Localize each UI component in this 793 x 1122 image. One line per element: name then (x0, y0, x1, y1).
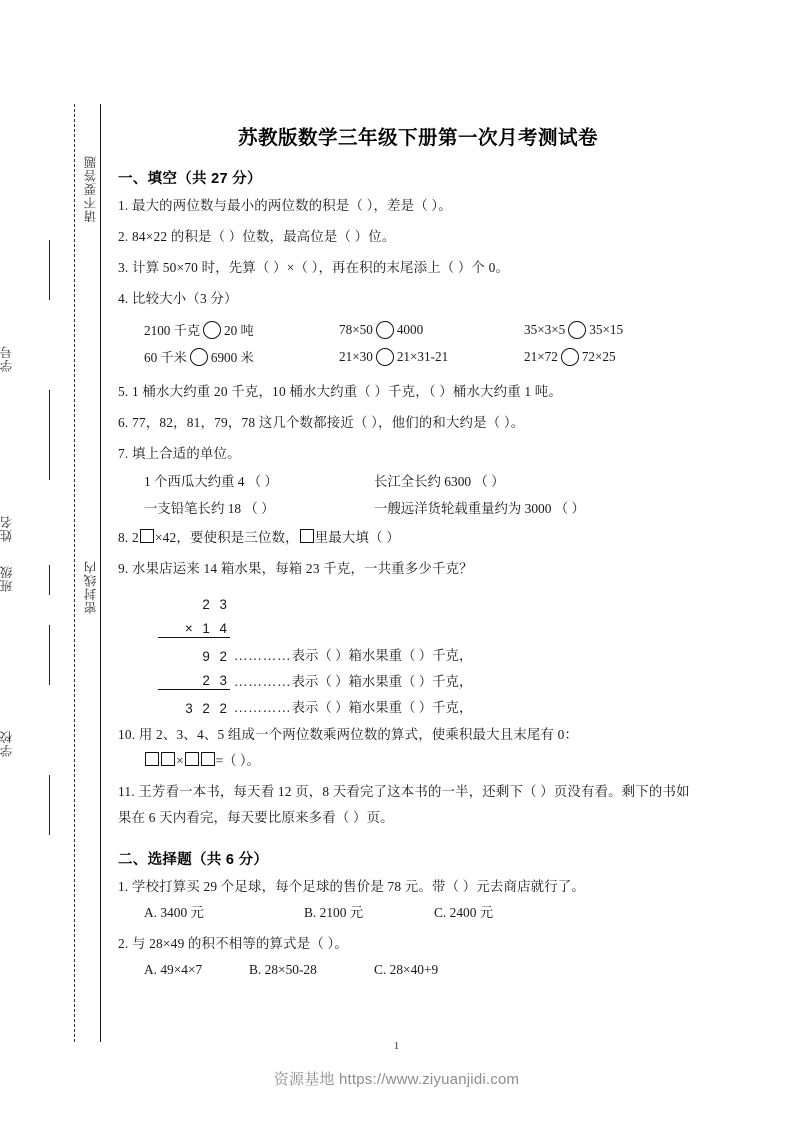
unit-row (144, 494, 718, 521)
comparison-right: 35×15 (589, 321, 624, 337)
comparison-circle-icon[interactable] (190, 348, 208, 366)
option-b[interactable]: B. 28×50-28 (249, 962, 317, 977)
comparison-left: 35×3×5 (524, 321, 566, 337)
question-11: 11. 王芳看一本书，每天看 12 页，8 天看完了这本书的一半，还剩下（ ）页没有看。剩下的书如果在 6 天内看完，每天要比原来多看（ ）页。 (118, 784, 690, 825)
comparison-left: 60 千米 (144, 350, 187, 365)
choice-question-1-options (144, 900, 718, 926)
seal-dashed-line (74, 104, 75, 1042)
vertical-multiplication (158, 586, 718, 716)
comparison-pair (339, 348, 524, 366)
vmult-total: 3 2 2 (185, 701, 230, 716)
comparison-circle-icon[interactable] (376, 321, 394, 339)
vmult-annotation-text: 表示（ ）箱水果重（ ）千克， (291, 648, 473, 663)
leader-dots: ………… (234, 674, 292, 689)
answer-box[interactable] (185, 752, 199, 766)
vmult-annotation (234, 671, 472, 690)
student-rule-2 (49, 390, 50, 480)
section-heading-fill-in-blanks: 一、填空（共 27 分） (118, 171, 262, 187)
student-field-label-xuehao: 学号 (0, 345, 14, 372)
comparison-row (144, 316, 718, 343)
leader-dots: ………… (234, 648, 292, 663)
vmult-annotation (234, 645, 472, 664)
student-rule-4 (49, 625, 50, 685)
student-field-label-xuexiao: 学校 (0, 730, 14, 757)
comparison-circle-icon[interactable] (561, 348, 579, 366)
comparison-pair (524, 321, 704, 339)
seal-margin (0, 0, 105, 1122)
vmult-annotation-text: 表示（ ）箱水果重（ ）千克， (291, 700, 473, 715)
answer-box[interactable] (140, 529, 154, 543)
question-1: 1. 最大的两位数与最小的两位数的积是（ ），差是（ ）。 (118, 198, 452, 213)
page-number: 1 (393, 1040, 400, 1052)
vmult-multiplicand: 2 3 (202, 597, 230, 612)
option-a[interactable]: A. 49×4×7 (144, 962, 203, 977)
comparison-circle-icon[interactable] (203, 321, 221, 339)
option-c[interactable]: C. 28×40+9 (374, 962, 439, 977)
student-field-label-banji: 班级 (0, 565, 14, 592)
comparison-right: 6900 米 (210, 350, 254, 365)
question-10-equation (144, 748, 718, 774)
seal-text-bottom: 密封线内 (84, 560, 98, 614)
vmult-row (158, 612, 718, 638)
comparison-left: 78×50 (339, 321, 373, 337)
comparison-row (144, 343, 718, 370)
comparison-pair (144, 347, 339, 366)
option-b[interactable]: B. 2100 元 (304, 905, 364, 920)
answer-box[interactable] (161, 752, 175, 766)
comparison-pair (339, 321, 524, 339)
comparison-left: 21×72 (524, 348, 558, 364)
seal-text-top: 请不要答题 (84, 155, 98, 223)
vmult-annotation-text: 表示（ ）箱水果重（ ）千克， (291, 674, 473, 689)
unit-item: 1 个西瓜大约重 4 （ ） (144, 474, 278, 489)
question-8-suffix: 里最大填（ ） (314, 530, 400, 545)
vmult-multiplier: × 1 4 (158, 621, 230, 638)
comparison-pair (524, 348, 704, 366)
student-rule-1 (49, 240, 50, 300)
question-3: 3. 计算 50×70 时，先算（ ）×（ ），再在积的末尾添上（ ）个 0。 (118, 260, 510, 275)
comparison-left: 21×30 (339, 348, 373, 364)
comparison-right: 4000 (396, 321, 424, 337)
answer-box[interactable] (201, 752, 215, 766)
choice-question-1-stem: 1. 学校打算买 29 个足球，每个足球的售价是 78 元。带（ ）元去商店就行了。 (118, 879, 586, 894)
question-8-prefix: 8. 2 (118, 530, 139, 545)
question-8 (118, 525, 718, 551)
comparison-pair (144, 320, 339, 339)
vmult-row (158, 586, 718, 612)
question-4-label: 4. 比较大小（3 分） (118, 291, 238, 306)
option-a[interactable]: A. 3400 元 (144, 905, 204, 920)
student-rule-5 (49, 775, 50, 835)
choice-question-2-options (144, 957, 718, 983)
question-9-label: 9. 水果店运来 14 箱水果，每箱 23 千克，一共重多少千克？ (118, 561, 473, 576)
option-c[interactable]: C. 2400 元 (434, 905, 494, 920)
choice-question-2-stem: 2. 与 28×49 的积不相等的算式是（ ）。 (118, 936, 348, 951)
vmult-annotation (234, 697, 472, 716)
student-rule-3 (49, 565, 50, 595)
comparison-grid (144, 316, 718, 370)
comparison-circle-icon[interactable] (376, 348, 394, 366)
answer-box[interactable] (300, 529, 314, 543)
comparison-circle-icon[interactable] (568, 321, 586, 339)
question-6: 6. 77，82，81，79，78 这几个数都接近（ ），他们的和大约是（ ）。 (118, 415, 525, 430)
leader-dots: ………… (234, 700, 292, 715)
vmult-partial-product-1: 9 2 (202, 649, 230, 664)
seal-solid-line (100, 104, 101, 1042)
comparison-right: 20 吨 (224, 323, 254, 338)
question-2: 2. 84×22 的积是（ ）位数，最高位是（ ）位。 (118, 229, 396, 244)
section-heading-multiple-choice: 二、选择题（共 6 分） (118, 852, 269, 868)
comparison-right: 72×25 (581, 348, 616, 364)
question-10-label: 10. 用 2、3、4、5 组成一个两位数乘两位数的算式，使乘积最大且末尾有 0： (118, 727, 579, 742)
comparison-left: 2100 千克 (144, 323, 201, 338)
vmult-row (158, 690, 718, 716)
watermark: 资源基地 https://www.ziyuanjidi.com (273, 1071, 520, 1088)
comparison-right: 21×31-21 (396, 348, 449, 364)
question-10-equation-tail: =（ ）。 (215, 753, 260, 768)
question-5: 5. 1 桶水大约重 20 千克，10 桶水大约重（ ）千克，（ ）桶水大约重 1 吨。 (118, 384, 562, 399)
unit-item: 一艘远洋货轮载重量约为 3000 （ ） (374, 501, 585, 516)
vmult-partial-product-2: 2 3 (158, 673, 230, 690)
unit-item: 长江全长约 6300 （ ） (374, 474, 505, 489)
student-field-label-xingming: 姓名 (0, 515, 14, 542)
answer-box[interactable] (145, 752, 159, 766)
question-7-label: 7. 填上合适的单位。 (118, 446, 241, 461)
exam-paper-body (118, 0, 718, 983)
vmult-row (158, 638, 718, 664)
unit-item: 一支铅笔长约 18 （ ） (144, 501, 275, 516)
unit-row (144, 467, 718, 494)
multiply-sign: × (176, 753, 184, 768)
question-8-middle: ×42，要使积是三位数， (154, 530, 299, 545)
page-title: 苏教版数学三年级下册第一次月考测试卷 (237, 127, 598, 149)
unit-fill-grid (144, 467, 718, 521)
vmult-row (158, 664, 718, 690)
